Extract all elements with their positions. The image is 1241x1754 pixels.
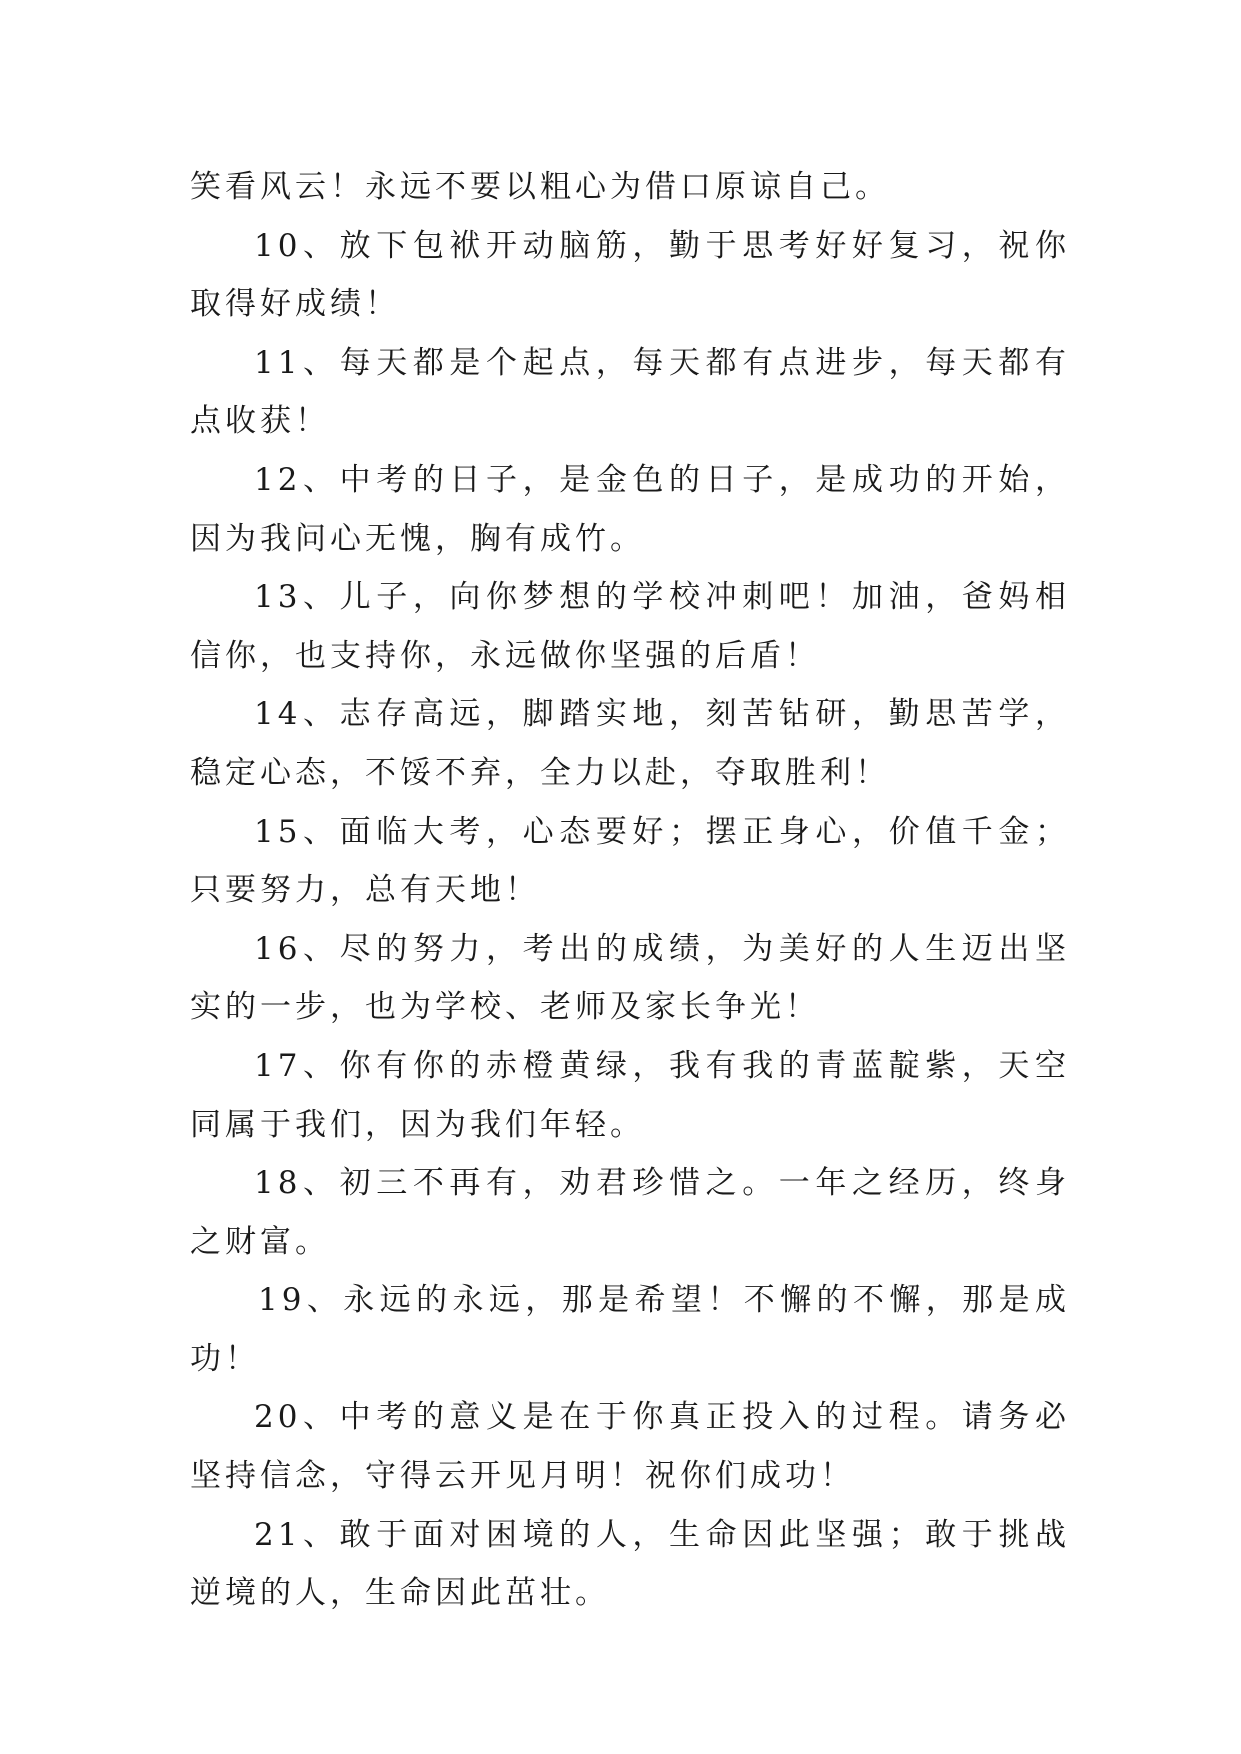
paragraph-17: 17、你有你的赤橙黄绿，我有我的青蓝靛紫，天空同属于我们，因为我们年轻。 xyxy=(190,1047,1070,1143)
paragraph-20: 20、中考的意义是在于你真正投入的过程。请务必坚持信念，守得云开见月明！祝你们成功！ xyxy=(190,1399,1070,1495)
paragraph-0: 笑看风云！永远不要以粗心为借口原谅自己。 xyxy=(190,169,890,205)
paragraph-16: 16、尽的努力，考出的成绩，为美好的人生迈出坚实的一步，也为学校、老师及家长争光！ xyxy=(190,930,1070,1026)
paragraph-12: 12、中考的日子，是金色的日子，是成功的开始，因为我问心无愧，胸有成竹。 xyxy=(190,461,1070,557)
document-body xyxy=(190,158,1070,1623)
paragraph-21: 21、敢于面对困境的人，生命因此坚强；敢于挑战逆境的人，生命因此茁壮。 xyxy=(190,1516,1070,1612)
paragraph-14: 14、志存高远，脚踏实地，刻苦钻研，勤思苦学，稳定心态，不馁不弃，全力以赴，夺取胜利！ xyxy=(190,696,1070,791)
paragraph-19: 19、永远的永远，那是希望！不懈的不懈，那是成功！ xyxy=(190,1282,1070,1377)
paragraph-15: 15、面临大考，心态要好；摆正身心，价值千金；只要努力，总有天地！ xyxy=(190,813,1070,909)
paragraph-18: 18、初三不再有，劝君珍惜之。一年之经历，终身之财富。 xyxy=(190,1165,1070,1260)
paragraph-10: 10、放下包袱开动脑筋，勤于思考好好复习，祝你取得好成绩！ xyxy=(190,227,1070,323)
paragraph-13: 13、儿子，向你梦想的学校冲刺吧！加油，爸妈相信你，也支持你，永远做你坚强的后盾！ xyxy=(190,579,1070,674)
paragraph-11: 11、每天都是个起点，每天都有点进步，每天都有点收获！ xyxy=(190,344,1070,440)
